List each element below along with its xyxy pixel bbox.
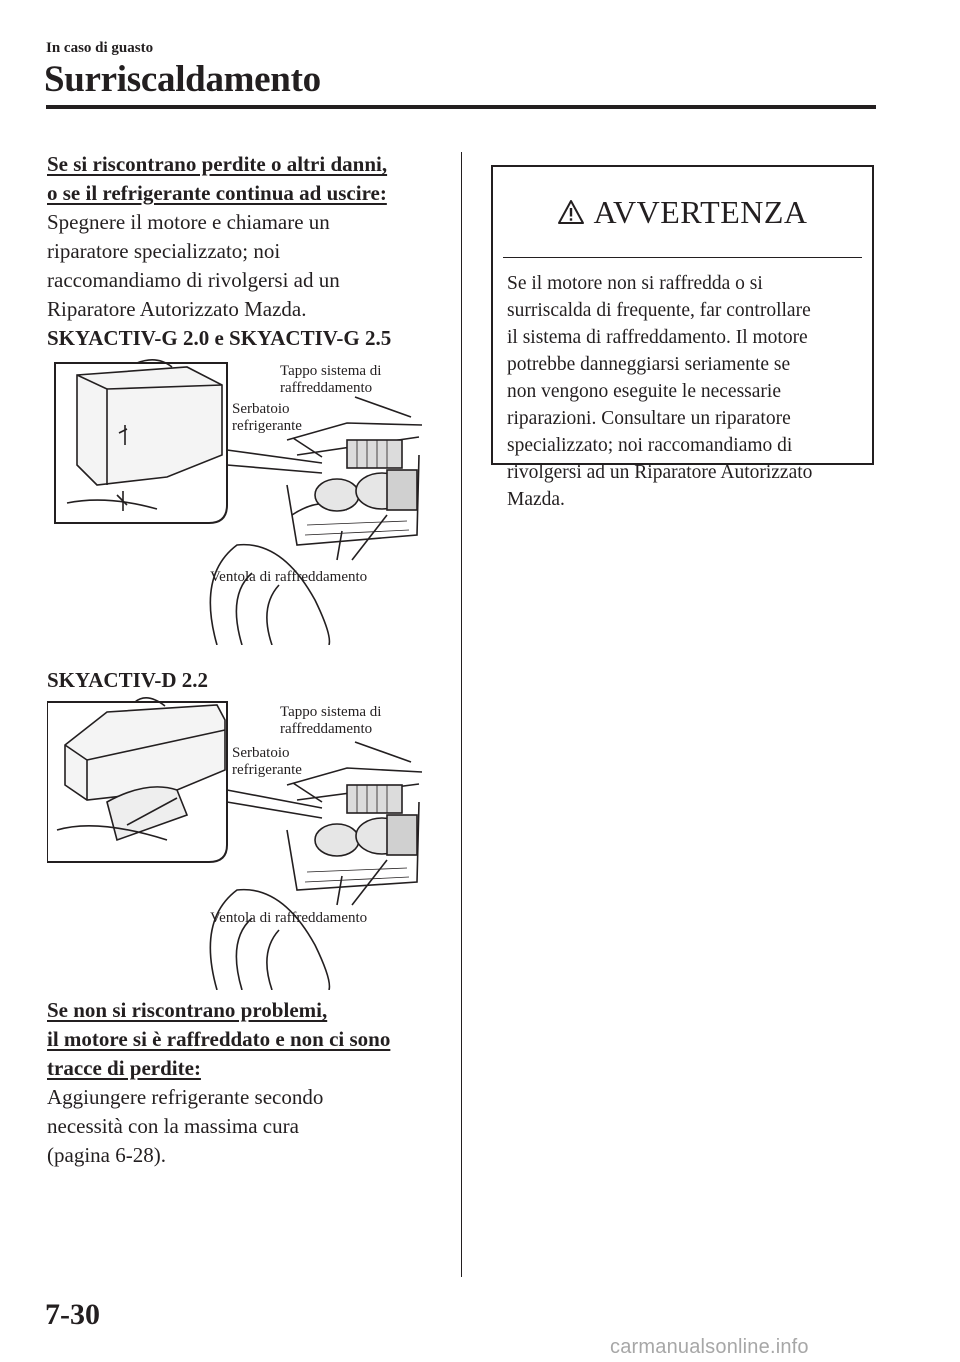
warning-title: AVVERTENZA [593, 193, 808, 230]
warning-line-4: potrebbe danneggiarsi seriamente se [507, 354, 791, 375]
leak-heading-line-2: o se il refrigerante continua ad uscire: [47, 181, 387, 205]
left-column-bottom [47, 996, 447, 1170]
warning-line-7: specializzato; noi raccomandiamo di [507, 435, 793, 456]
no-problem-heading-line-3: tracce di perdite: [47, 1056, 201, 1080]
left-column-top [47, 150, 447, 353]
column-divider [461, 152, 462, 1277]
warning-line-1: Se il motore non si raffredda o si [507, 273, 763, 294]
warning-triangle-icon [557, 199, 585, 225]
leak-paragraph-line-1: Spegnere il motore e chiamare un [47, 210, 330, 234]
leak-paragraph-line-4: Riparatore Autorizzato Mazda. [47, 297, 307, 321]
engine-label-gasoline: SKYACTIV-G 2.0 e SKYACTIV-G 2.5 [47, 326, 392, 350]
warning-line-6: riparazioni. Consultare un riparatore [507, 408, 791, 429]
no-problem-paragraph-line-3: (pagina 6-28). [47, 1143, 166, 1167]
fig1-fan-label: Ventola di raffreddamento [210, 569, 368, 585]
fig2-cap-label-2: raffreddamento [280, 721, 373, 737]
fig1-cap-label-2: raffreddamento [280, 380, 373, 396]
figure-gasoline-engine [47, 345, 442, 645]
leak-heading-line-1: Se si riscontrano perdite o altri danni, [47, 152, 388, 176]
section-label: In caso di guasto [46, 40, 154, 56]
fig1-cap-label-1: Tappo sistema di [280, 363, 382, 379]
page-number: 7-30 [45, 1298, 100, 1331]
figure-diesel-engine [47, 690, 442, 990]
no-problem-heading-line-1: Se non si riscontrano problemi, [47, 998, 328, 1022]
fig1-tank-label-1: Serbatoio [232, 401, 290, 417]
no-problem-heading-line-2: il motore si è raffreddato e non ci sono [47, 1027, 391, 1051]
page-title: Surriscaldamento [44, 59, 321, 100]
title-rule [46, 105, 876, 109]
warning-line-2: surriscalda di frequente, far controllare [507, 300, 811, 321]
warning-box [491, 165, 874, 510]
warning-line-9: Mazda. [507, 489, 565, 510]
warning-line-8: rivolgersi ad un Riparatore Autorizzato [507, 462, 813, 483]
fig1-tank-label-2: refrigerante [232, 418, 302, 434]
fig2-tank-label-1: Serbatoio [232, 745, 290, 761]
leak-paragraph-line-3: raccomandiamo di rivolgersi ad un [47, 268, 340, 292]
warning-line-3: il sistema di raffreddamento. Il motore [507, 327, 808, 348]
leak-paragraph-line-2: riparatore specializzato; noi [47, 239, 281, 263]
fig2-cap-label-1: Tappo sistema di [280, 704, 382, 720]
warning-line-5: non vengono eseguite le necessarie [507, 381, 781, 402]
no-problem-paragraph-line-1: Aggiungere refrigerante secondo [47, 1085, 324, 1109]
engine-bay-illustration-2 [47, 690, 442, 990]
watermark: carmanualsonline.info [610, 1336, 809, 1358]
warning-header [493, 167, 872, 257]
engine-label-diesel: SKYACTIV-D 2.2 [47, 668, 209, 692]
fig2-fan-label: Ventola di raffreddamento [210, 910, 368, 926]
no-problem-paragraph-line-2: necessità con la massima cura [47, 1114, 299, 1138]
warning-text [493, 258, 872, 513]
engine-bay-illustration-1 [47, 345, 442, 645]
fig2-tank-label-2: refrigerante [232, 762, 302, 778]
